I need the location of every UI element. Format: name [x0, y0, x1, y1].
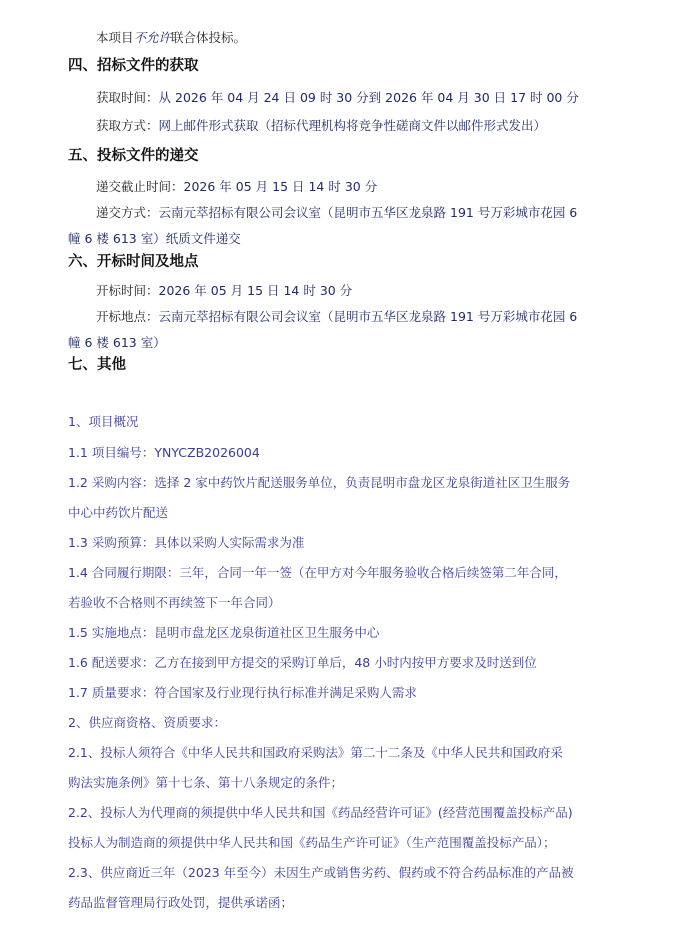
other-item: 若验收不合格则不再续签下一年合同） — [68, 595, 281, 610]
other-item: 2.2、投标人为代理商的须提供中华人民共和国《药品经营许可证》(经营范围覆盖投标产品) — [68, 805, 573, 820]
intro-prefix: 本项目 — [96, 30, 134, 45]
other-item: 1、项目概况 — [68, 414, 139, 429]
section6-place-line — [96, 309, 577, 325]
section4-time-line — [96, 90, 579, 106]
section5-method-label: 递交方式： — [96, 205, 159, 220]
section5-deadline-label: 递交截止时间： — [96, 179, 184, 194]
section6-place-label: 开标地点： — [96, 309, 159, 324]
section5-heading: 五、投标文件的递交 — [68, 148, 199, 164]
other-item: 投标人为制造商的须提供中华人民共和国《药品生产许可证》（生产范围覆盖投标产品）； — [68, 835, 556, 850]
section6-place-value-1: 云南元萃招标有限公司会议室（昆明市五华区龙泉路 191 号万彩城市花园 6 — [158, 309, 578, 324]
section5-method-value-2: 幢 6 楼 613 室）纸质文件递交 — [68, 231, 241, 246]
section4-method-line — [96, 118, 546, 134]
other-item: 1.7 质量要求：符合国家及行业现行执行标准并满足采购人需求 — [68, 685, 417, 700]
other-item: 药品监督管理局行政处罚，提供承诺函； — [68, 895, 294, 910]
intro-line — [96, 30, 246, 46]
section5-deadline-line — [96, 179, 377, 195]
section7-heading: 七、其他 — [68, 357, 126, 373]
intro-emphasis: 不允许 — [133, 30, 172, 45]
section4-method-label: 获取方式： — [96, 118, 159, 133]
section6-time-line — [96, 283, 352, 299]
section5-method-line — [96, 205, 577, 221]
other-item: 1.4 合同履行期限：三年，合同一年一签（在甲方对今年服务验收合格后续签第二年合同， — [68, 565, 567, 580]
other-item: 2、供应商资格、资质要求： — [68, 715, 226, 730]
section6-time-value: 2026 年 05 月 15 日 14 时 30 分 — [158, 283, 353, 298]
section6-heading: 六、开标时间及地点 — [68, 254, 199, 270]
section4-heading: 四、招标文件的获取 — [68, 58, 199, 74]
other-item: 购法实施条例》第十七条、第十八条规定的条件； — [68, 775, 344, 790]
other-item: 1.6 配送要求：乙方在接到甲方提交的采购订单后，48 小时内按甲方要求及时送到位 — [68, 655, 537, 670]
section6-time-label: 开标时间： — [96, 283, 159, 298]
section6-place-value-2: 幢 6 楼 613 室） — [68, 335, 166, 350]
section5-method-value-1: 云南元萃招标有限公司会议室（昆明市五华区龙泉路 191 号万彩城市花园 6 — [158, 205, 578, 220]
section4-time-label: 获取时间： — [96, 90, 159, 105]
intro-suffix: 联合体投标。 — [171, 30, 247, 45]
other-item: 1.2 采购内容：选择 2 家中药饮片配送服务单位，负责昆明市盘龙区龙泉街道社区卫生服务 — [68, 475, 571, 490]
other-item: 1.5 实施地点：昆明市盘龙区龙泉街道社区卫生服务中心 — [68, 625, 380, 640]
other-item: 中心中药饮片配送 — [68, 505, 169, 520]
section4-time-value: 从 2026 年 04 月 24 日 09 时 30 分到 2026 年 04 月 30 日 17 时 00 分 — [158, 90, 579, 105]
other-item: 2.3、供应商近三年（2023 年至今）未因生产或销售劣药、假药或不符合药品标准的产品被 — [68, 865, 574, 880]
section5-deadline-value: 2026 年 05 月 15 日 14 时 30 分 — [183, 179, 378, 194]
other-item: 1.1 项目编号：YNYCZB2026004 — [68, 445, 260, 460]
other-item: 2.1、投标人须符合《中华人民共和国政府采购法》第二十二条及《中华人民共和国政府采 — [68, 745, 563, 760]
section4-method-value: 网上邮件形式获取（招标代理机构将竞争性磋商文件以邮件形式发出） — [158, 118, 547, 133]
other-item: 1.3 采购预算：具体以采购人实际需求为准 — [68, 535, 305, 550]
